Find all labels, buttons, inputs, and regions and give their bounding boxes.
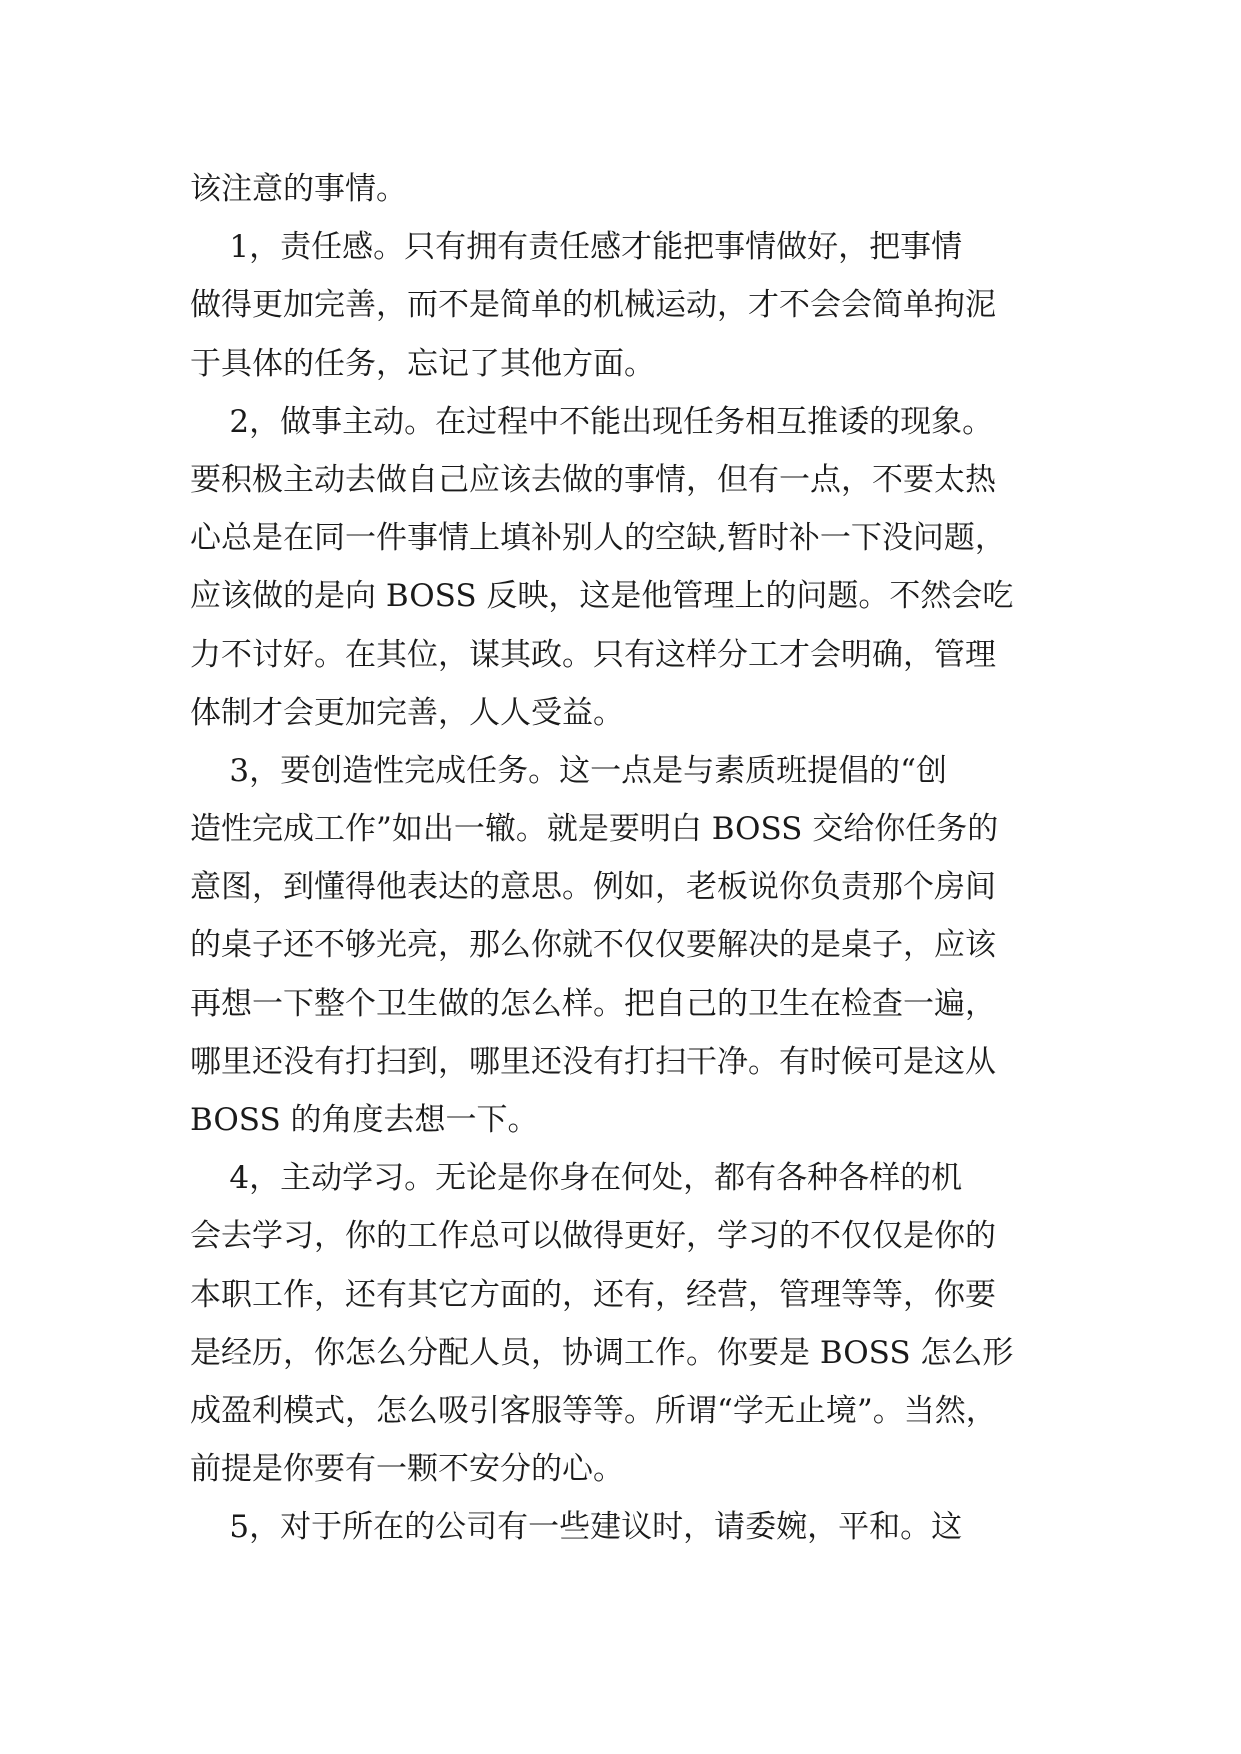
text-line: 4，主动学习。无论是你身在何处，都有各种各样的机 <box>190 1160 963 1197</box>
text-line: 再想一下整个卫生做的怎么样。把自己的卫生在检查一遍， <box>190 985 996 1022</box>
text-line: 心总是在同一件事情上填补别人的空缺,暂时补一下没问题， <box>190 520 1006 557</box>
text-line: 体制才会更加完善，人人受益。 <box>190 694 624 731</box>
text-line: 是经历，你怎么分配人员，协调工作。你要是 BOSS 怎么形 <box>190 1334 1014 1371</box>
body-text <box>190 160 1054 1557</box>
text-line: 的桌子还不够光亮，那么你就不仅仅要解决的是桌子，应该 <box>190 927 996 964</box>
text-line: 该注意的事情。 <box>190 171 407 207</box>
text-line: 会去学习，你的工作总可以做得更好，学习的不仅仅是你的 <box>190 1218 996 1255</box>
text-line: 前提是你要有一颗不安分的心。 <box>190 1451 624 1488</box>
text-line: 成盈利模式，怎么吸引客服等等。所谓“学无止境”。当然， <box>190 1392 997 1429</box>
text-line: 1，责任感。只有拥有责任感才能把事情做好，把事情 <box>190 229 963 266</box>
text-line: 2，做事主动。在过程中不能出现任务相互推诿的现象。 <box>190 403 994 440</box>
text-line: 力不讨好。在其位，谋其政。只有这样分工才会明确，管理 <box>190 636 996 673</box>
text-line: 应该做的是向 BOSS 反映，这是他管理上的问题。不然会吃 <box>190 578 1014 615</box>
text-line: 于具体的任务，忘记了其他方面。 <box>190 345 655 382</box>
text-line: BOSS 的角度去想一下。 <box>190 1102 539 1138</box>
text-line: 3，要创造性完成任务。这一点是与素质班提倡的“创 <box>190 752 947 789</box>
text-line: 哪里还没有打扫到，哪里还没有打扫干净。有时候可是这从 <box>190 1043 996 1080</box>
text-line: 5，对于所在的公司有一些建议时，请委婉，平和。这 <box>190 1509 963 1546</box>
text-line: 意图，到懂得他表达的意思。例如，老板说你负责那个房间 <box>190 869 996 906</box>
text-line: 本职工作，还有其它方面的，还有，经营，管理等等，你要 <box>190 1276 996 1313</box>
text-line: 造性完成工作”如出一辙。就是要明白 BOSS 交给你任务的 <box>190 811 999 848</box>
text-line: 要积极主动去做自己应该去做的事情，但有一点，不要太热 <box>190 461 996 498</box>
text-line: 做得更加完善，而不是简单的机械运动，才不会会简单拘泥 <box>190 287 996 324</box>
